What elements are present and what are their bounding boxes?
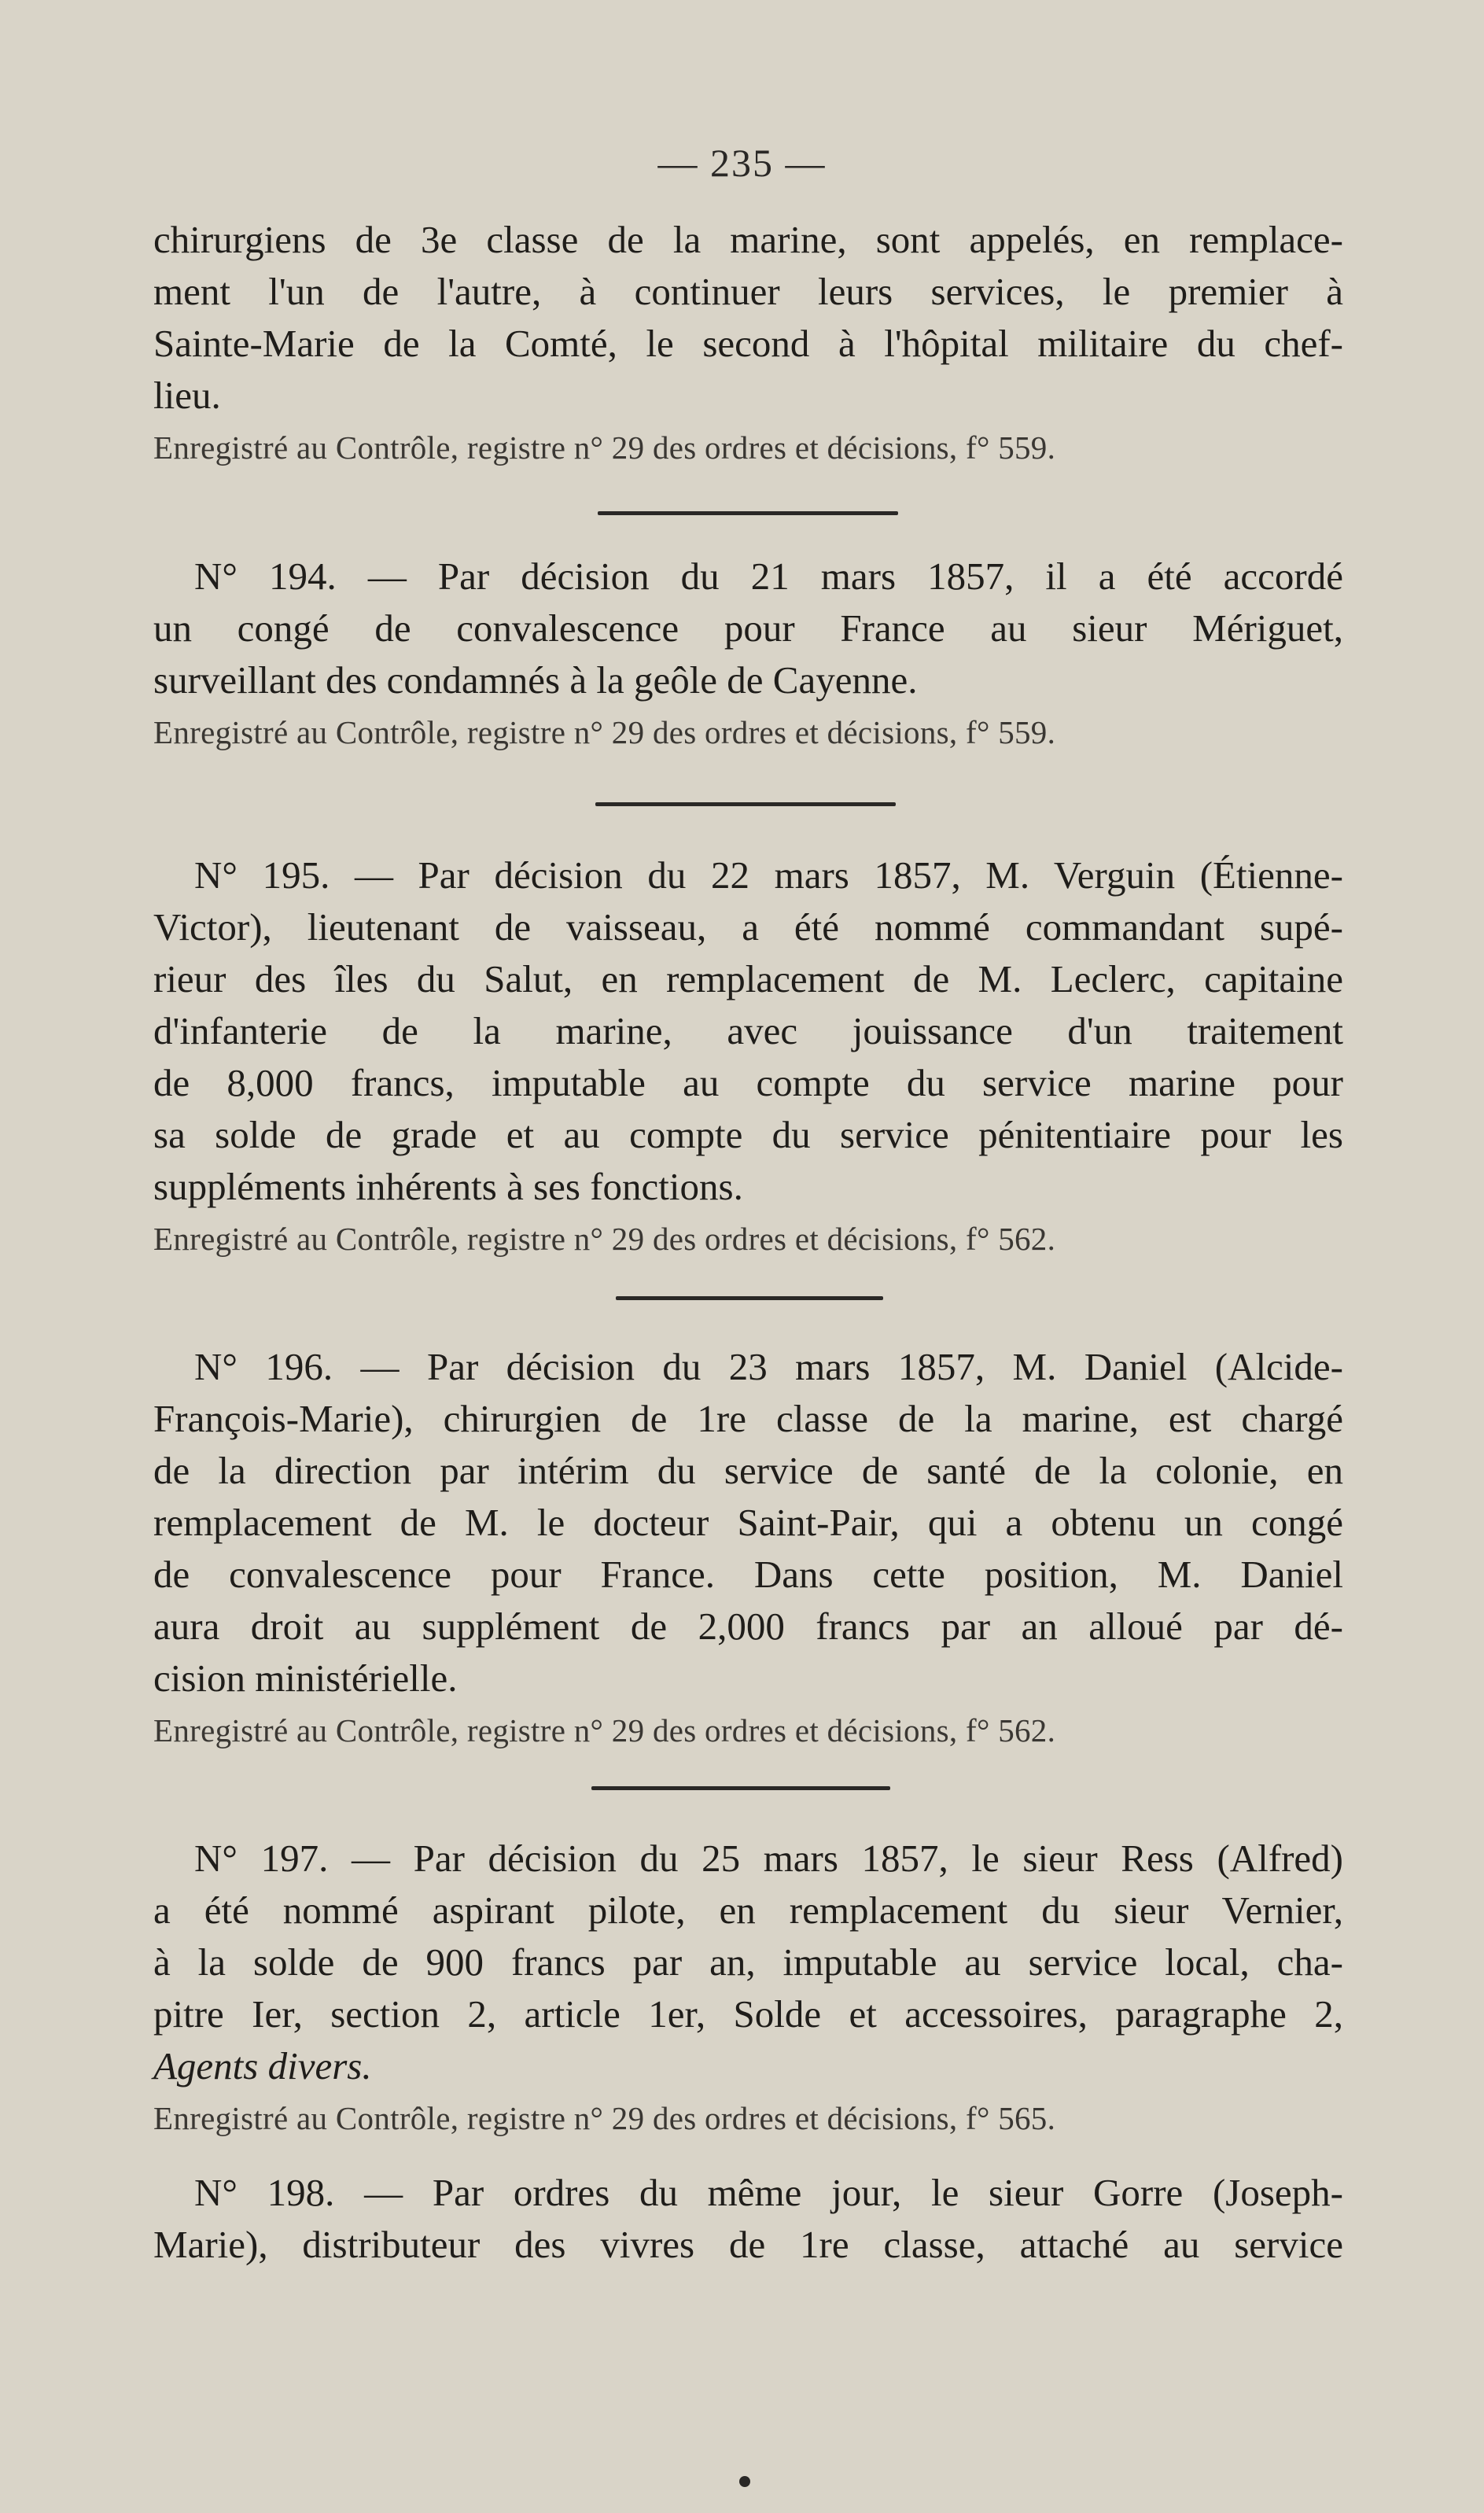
text-line: Marie), distributeur des vivres de 1re classe, attaché au service <box>153 2223 1343 2266</box>
text-line: Sainte-Marie de la Comté, le second à l'hôpital militaire du chef- <box>153 322 1343 365</box>
text-line: aura droit au supplément de 2,000 francs par an alloué par dé- <box>153 1605 1343 1648</box>
decision-195 <box>153 849 1343 1258</box>
text-line: pitre Ier, section 2, article 1er, Solde et accessoires, paragraphe 2, <box>153 1992 1343 2036</box>
text-line: surveillant des condamnés à la geôle de Cayenne. <box>153 658 918 702</box>
decision-194-text <box>153 551 1343 706</box>
registration-note: Enregistré au Contrôle, registre n° 29 des ordres et décisions, f° 565. <box>153 2100 1056 2136</box>
registration-note: Enregistré au Contrôle, registre n° 29 des ordres et décisions, f° 559. <box>153 714 1056 750</box>
text-line: à la solde de 900 francs par an, imputable au service local, cha- <box>153 1940 1343 1984</box>
intro-paragraph <box>153 214 1343 467</box>
text-line: suppléments inhérents à ses fonctions. <box>153 1165 743 1208</box>
text-line: d'infanterie de la marine, avec jouissance d'un traitement <box>153 1009 1343 1052</box>
intro-text <box>153 214 1343 422</box>
decision-197 <box>153 1833 1343 2138</box>
text-line: N° 194. — Par décision du 21 mars 1857, il a été accordé <box>194 555 1343 598</box>
registration-note: Enregistré au Contrôle, registre n° 29 des ordres et décisions, f° 559. <box>153 429 1056 466</box>
ink-speck <box>739 2476 750 2487</box>
text-line: a été nommé aspirant pilote, en remplacement du sieur Vernier, <box>153 1888 1343 1932</box>
registration-note: Enregistré au Contrôle, registre n° 29 des ordres et décisions, f° 562. <box>153 1712 1056 1748</box>
text-line: rieur des îles du Salut, en remplacement de M. Leclerc, capitaine <box>153 957 1343 1000</box>
text-line: N° 195. — Par décision du 22 mars 1857, M. Verguin (Étienne- <box>194 853 1343 897</box>
decision-198 <box>153 2167 1343 2271</box>
text-line: Victor), lieutenant de vaisseau, a été nommé commandant supé- <box>153 905 1343 949</box>
separator-rule <box>595 802 896 806</box>
decision-196-text <box>153 1341 1343 1704</box>
text-line: N° 196. — Par décision du 23 mars 1857, M. Daniel (Alcide- <box>194 1345 1343 1388</box>
decision-195-text <box>153 849 1343 1213</box>
text-line: lieu. <box>153 374 221 417</box>
text-line: ment l'un de l'autre, à continuer leurs services, le premier à <box>153 270 1343 313</box>
separator-rule <box>598 511 898 515</box>
registration-note: Enregistré au Contrôle, registre n° 29 des ordres et décisions, f° 562. <box>153 1221 1056 1257</box>
text-line: cision ministérielle. <box>153 1656 458 1700</box>
text-line: N° 198. — Par ordres du même jour, le sieur Gorre (Joseph- <box>194 2171 1343 2214</box>
text-line: Agents divers. <box>153 2044 372 2087</box>
separator-rule <box>591 1786 890 1790</box>
text-line: N° 197. — Par décision du 25 mars 1857, le sieur Ress (Alfred) <box>194 1837 1343 1880</box>
decision-197-text <box>153 1833 1343 2092</box>
text-line: de convalescence pour France. Dans cette position, M. Daniel <box>153 1553 1343 1596</box>
text-line: François-Marie), chirurgien de 1re classe de la marine, est chargé <box>153 1397 1343 1440</box>
text-line: chirurgiens de 3e classe de la marine, sont appelés, en remplace- <box>153 218 1343 261</box>
text-line: remplacement de M. le docteur Saint-Pair, qui a obtenu un congé <box>153 1501 1343 1544</box>
text-line: de 8,000 francs, imputable au compte du service marine pour <box>153 1061 1343 1104</box>
text-line: sa solde de grade et au compte du service pénitentiaire pour les <box>153 1113 1343 1156</box>
decision-198-text <box>153 2167 1343 2271</box>
text-line: de la direction par intérim du service de santé de la colonie, en <box>153 1449 1343 1492</box>
page-number: — 235 — <box>657 141 827 185</box>
text-line: un congé de convalescence pour France au sieur Mériguet, <box>153 606 1343 650</box>
decision-196 <box>153 1341 1343 1750</box>
separator-rule <box>616 1296 883 1300</box>
decision-194 <box>153 551 1343 752</box>
